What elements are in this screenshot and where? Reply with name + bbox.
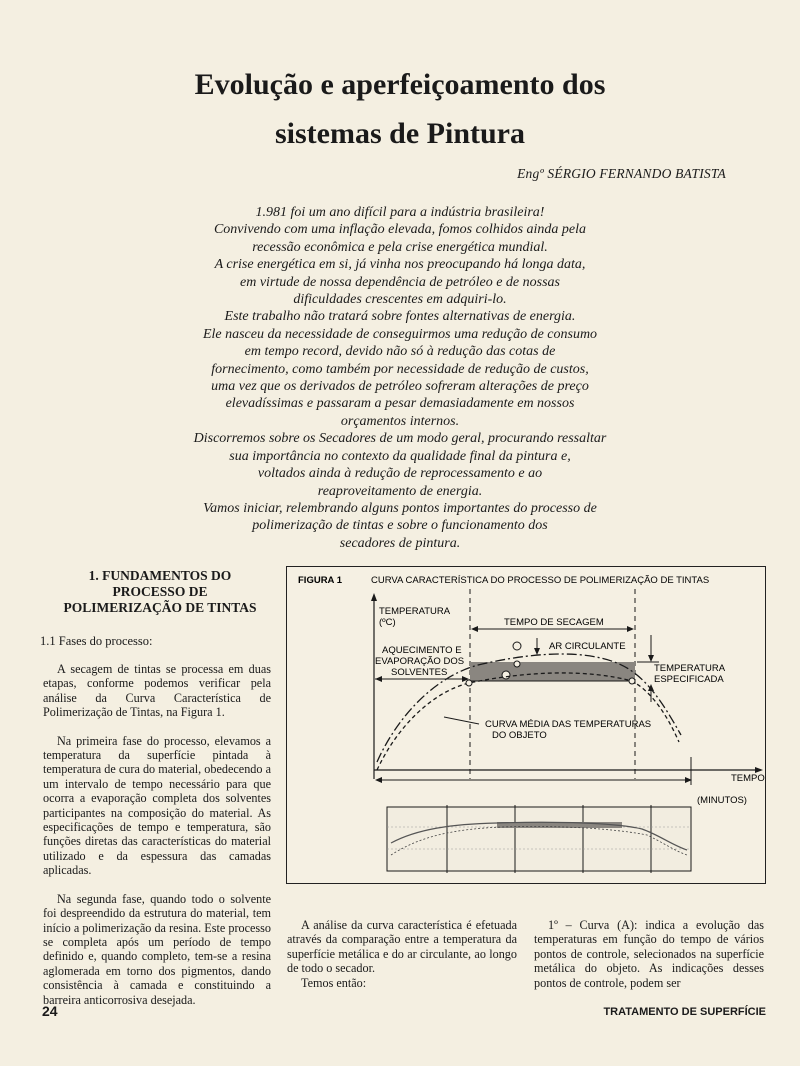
section-heading-line: PROCESSO DE xyxy=(112,584,208,599)
intro-line: polimerização de tintas e sobre o funcionamento dos xyxy=(252,518,548,534)
aquecimento-label-2: EVAPORAÇÃO DOS xyxy=(375,656,465,667)
intro-line: em virtude de nossa dependência de petróleo e de nossas xyxy=(240,274,560,290)
paragraph: Na segunda fase, quando todo o solvente foi despreendido da estrutura do material, tem início a polimerização da resina. Este processo se completa após um período de tempo definido e, quando completo, tem-se a resina aglomerada em torno dos pigmentos, dando consistência à camada e constituindo a barreira anticorrosiva desejada. xyxy=(43,891,271,1007)
y-label-1: TEMPERATURA xyxy=(379,606,451,617)
paragraph: Temos então: xyxy=(301,975,367,990)
section-heading-line: POLIMERIZAÇÃO DE TINTAS xyxy=(63,600,257,615)
paragraph: A secagem de tintas se processa em duas etapas, conforme podemos verificar pela análise da Curva Característica de Polimerização de Tintas, na Figura 1. xyxy=(43,662,271,720)
intro-line: fornecimento, como também por necessidade de redução de custos, xyxy=(211,361,589,377)
intro-line: Vamos iniciar, relembrando alguns pontos importantes do processo de xyxy=(203,500,597,516)
intro-line: recessão econômica e pela crise energética mundial. xyxy=(252,239,548,255)
curva-media-label-1: CURVA MÉDIA DAS TEMPERATURAS xyxy=(485,719,652,730)
recorder-strip xyxy=(387,807,691,871)
figure-label: FIGURA 1 xyxy=(298,575,342,586)
intro-line: elevadíssimas e passaram a pesar demasiadamente em nossos xyxy=(225,396,575,412)
title-line-1: Evolução e aperfeiçoamento dos xyxy=(194,68,606,101)
temp-especificada-label-2: ESPECIFICADA xyxy=(654,674,724,685)
intro-line: Ele nasceu da necessidade de conseguirmos uma redução de consumo xyxy=(202,326,598,342)
intro-line: voltados ainda à redução de reprocessamento e ao xyxy=(257,466,543,482)
title-line-2: sistemas de Pintura xyxy=(275,117,525,150)
middle-column xyxy=(287,918,517,990)
intro-line: dificuldades crescentes em adquiri-lo. xyxy=(293,292,507,308)
intro-line: Este trabalho não tratará sobre fontes alternativas de energia. xyxy=(224,309,576,325)
left-column xyxy=(43,662,271,1007)
tempo-secagem-label: TEMPO DE SECAGEM xyxy=(504,617,604,628)
x-label-2: (MINUTOS) xyxy=(697,795,747,806)
aquecimento-label-1: AQUECIMENTO E xyxy=(382,645,462,656)
y-axis-arrow xyxy=(371,593,377,601)
intro-line: sua importância no contexto da qualidade final da pintura e, xyxy=(229,448,571,464)
ar-circulante-label: AR CIRCULANTE xyxy=(549,641,626,652)
intro-line: Discorremos sobre os Secadores de um modo geral, procurando ressaltar xyxy=(193,431,607,447)
x-label-1: TEMPO xyxy=(731,773,765,784)
intro-line: 1.981 foi um ano difícil para a indústria brasileira! xyxy=(255,205,545,220)
author: Engº SÉRGIO FERNANDO BATISTA xyxy=(517,166,726,181)
intro-line: Convivendo com uma inflação elevada, fomos colhidos ainda pela xyxy=(213,222,587,238)
subheading: 1.1 Fases do processo: xyxy=(40,634,153,648)
intro-line: em tempo record, devido não só à redução das cotas de xyxy=(244,344,556,360)
paragraph: Na primeira fase do processo, elevamos a temperatura da superfície pintada à temperatura de cura do material, obedecendo a um intervalo de tempo necessário para que ocorra a evaporação completa dos solventes participantes na composição do material. As especificações de tempo e temperatura, são funções diretas das características do material utilizado e da espessura das camadas aplicadas. xyxy=(43,733,271,878)
intro-line: orçamentos internos. xyxy=(340,413,460,429)
paragraph: A análise da curva característica é efetuada através da comparação entre a temperatura da superfície metálica e do ar circulante, ao longo de todo o secador. xyxy=(287,918,517,976)
curva-media-label-2: DO OBJETO xyxy=(492,730,547,741)
temp-especificada-label-1: TEMPERATURA xyxy=(654,663,726,674)
paragraph: 1º – Curva (A): indica a evolução das temperaturas em função do tempo de vários pontos de controle, selecionados na superfície metálica do objeto. As indicações desses pontos de controle, podem ser xyxy=(534,918,764,990)
footer-section-name: TRATAMENTO DE SUPERFÍCIE xyxy=(603,1006,766,1018)
y-label-2: (ºC) xyxy=(379,617,396,628)
figure-1 xyxy=(286,566,766,884)
page-number: 24 xyxy=(42,1003,58,1019)
figure-caption: CURVA CARACTERÍSTICA DO PROCESSO DE POLIMERIZAÇÃO DE TINTAS xyxy=(371,575,710,586)
aquecimento-label-3: SOLVENTES xyxy=(391,667,448,678)
right-column xyxy=(534,918,764,990)
intro-line: secadores de pintura. xyxy=(339,535,461,551)
section-heading-line: 1. FUNDAMENTOS DO xyxy=(88,568,232,583)
intro-line: reaproveitamento de energia. xyxy=(317,483,483,499)
figure-diagram xyxy=(287,567,765,883)
intro-block xyxy=(150,204,650,552)
intro-line: A crise energética em si, já vinha nos preocupando há longa data, xyxy=(214,257,586,273)
intro-line: uma vez que os derivados de petróleo sofreram alterações de preço xyxy=(211,379,589,395)
section-heading xyxy=(40,568,280,616)
